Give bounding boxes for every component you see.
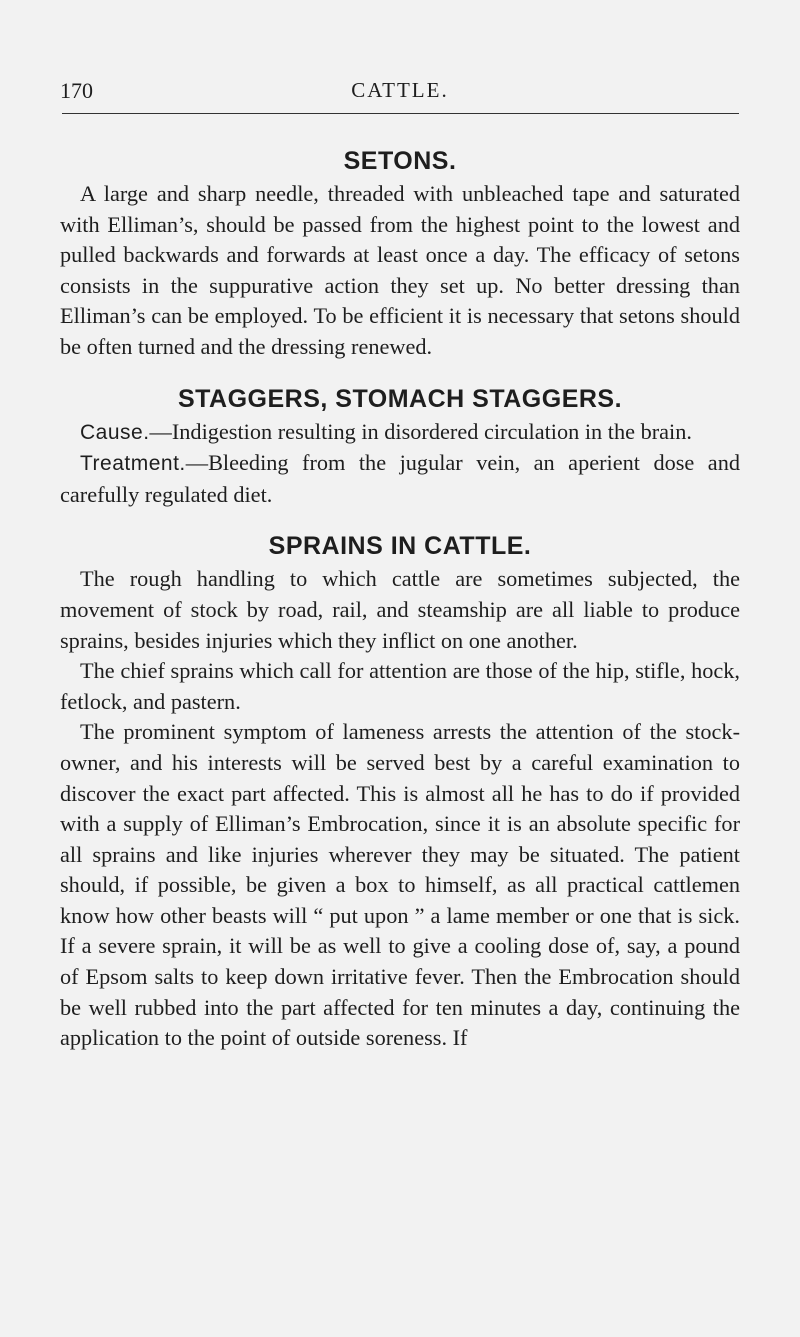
cause-text: —Indigestion resulting in disordered circulation in the brain.	[149, 418, 692, 444]
header-rule	[62, 113, 739, 114]
staggers-cause	[60, 417, 740, 449]
running-title: CATTLE.	[351, 78, 449, 102]
page-number: 170	[60, 78, 93, 103]
treatment-text: —Bleeding from the jugular vein, an aperient dose and carefully regulated diet.	[60, 450, 740, 507]
setons-heading: SETONS.	[343, 147, 457, 175]
page-header	[0, 78, 800, 106]
sprains-paragraph-1: The rough handling to which cattle are sometimes subjected, the movement of stock by road, rail, and steamship are all liable to produce sprains, besides injuries which they inflict on one another.	[60, 566, 740, 653]
staggers-heading: STAGGERS, STOMACH STAGGERS.	[177, 384, 623, 413]
sprains-paragraph-2: The chief sprains which call for attention are those of the hip, stifle, hock, fetlock, and pastern.	[60, 658, 740, 714]
staggers-treatment	[60, 448, 740, 510]
sprains-heading: SPRAINS IN CATTLE.	[268, 532, 532, 561]
treatment-label: Treatment.	[80, 452, 186, 476]
setons-paragraph: A large and sharp needle, threaded with unbleached tape and saturated with Elliman’s, should be passed from the highest point to the lowest and pulled backwards and forwards at least once a day. The efficacy of setons consists in the suppurative action they set up. No better dressing than Elliman’s can be employed. To be efficient it is necessary that setons should be often turned and the dressing renewed.	[60, 181, 740, 359]
page-body	[60, 128, 740, 1054]
sprains-paragraph-3: The prominent symptom of lameness arrests the attention of the stock-owner, and his interests will be served best by a careful examination to discover the exact part affected. This is almost all he has to do if provided with a supply of Elliman’s Embrocation, since it is an absolute specific for all sprains and like injuries wherever they may be situated. The patient should, if possible, be given a box to himself, as all practical cattlemen know how other beasts will “ put upon ” a lame member or one that is sick. If a severe sprain, it will be as well to give a cooling dose of, say, a pound of Epsom salts to keep down irritative fever. Then the Embrocation should be well rubbed into the part affected for ten minutes a day, continuing the application to the point of outside soreness. If	[60, 719, 740, 1051]
cause-label: Cause.	[80, 420, 150, 444]
